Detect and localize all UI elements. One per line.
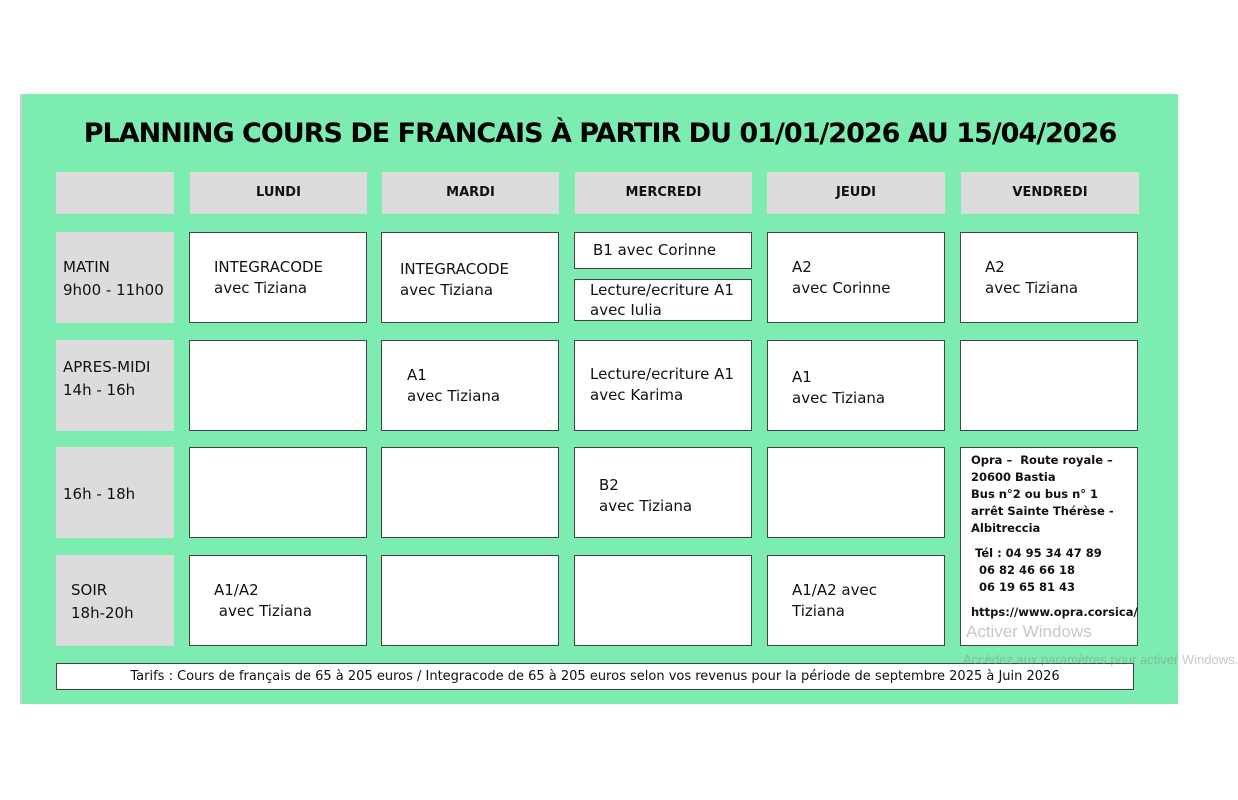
slot-16h-mercredi <box>574 447 752 538</box>
slot-16h-mardi <box>381 447 559 538</box>
info-line: arrêt Sainte Thérèse - <box>971 504 1114 518</box>
slot-matin-mercredi-2 <box>574 279 752 321</box>
slot-soir-lundi <box>189 555 367 646</box>
teacher: avec Tiziana <box>792 389 886 407</box>
row-label-title <box>63 471 174 483</box>
teacher: avec Tiziana <box>400 281 494 299</box>
day-header-mercredi: MERCREDI <box>575 172 752 214</box>
row-label-title: MATIN <box>63 258 110 276</box>
day-header-vendredi: VENDREDI <box>961 172 1139 214</box>
course-name: Lecture/ecriture A1 <box>590 281 734 299</box>
slot-soir-mardi <box>381 555 559 646</box>
slot-soir-jeudi <box>767 555 945 646</box>
teacher: avec Tiziana <box>214 279 308 297</box>
row-label-time: 9h00 - 11h00 <box>63 281 164 299</box>
slot-apresmidi-jeudi <box>767 340 945 431</box>
course-name: INTEGRACODE <box>214 258 324 276</box>
course-name: A1/A2 avec <box>792 581 877 599</box>
slot-matin-vendredi <box>960 232 1138 323</box>
row-label-apresmidi <box>56 340 174 431</box>
slot-apresmidi-mardi <box>381 340 559 431</box>
slot-16h-lundi <box>189 447 367 538</box>
slot-apresmidi-mercredi <box>574 340 752 431</box>
course-name: A2 <box>792 258 812 276</box>
info-line: 06 82 46 66 18 <box>971 563 1076 577</box>
day-header-lundi: LUNDI <box>190 172 367 214</box>
info-line: Bus n°2 ou bus n° 1 <box>971 487 1099 501</box>
row-label-time: 16h - 18h <box>63 485 136 503</box>
teacher: avec Corinne <box>792 279 891 297</box>
teacher: Tiziana <box>792 602 845 620</box>
teacher: avec Tiziana <box>985 279 1079 297</box>
slot-matin-mercredi-1 <box>574 232 752 269</box>
row-label-title: APRES-MIDI <box>63 358 151 376</box>
info-box <box>960 447 1138 646</box>
course-name: A1 <box>407 366 427 384</box>
teacher: avec Karima <box>590 386 684 404</box>
course-name: A1 <box>792 368 812 386</box>
info-line <box>971 596 1137 604</box>
course-name: INTEGRACODE <box>400 260 510 278</box>
info-line: Tél : 04 95 34 47 89 <box>971 546 1102 560</box>
corner-header <box>56 172 174 214</box>
info-lines <box>971 452 1137 621</box>
slot-apresmidi-lundi <box>189 340 367 431</box>
row-label-time: 18h-20h <box>71 604 134 622</box>
info-line: 06 19 65 81 43 <box>971 580 1076 594</box>
slot-matin-mardi <box>381 232 559 323</box>
teacher: avec Tiziana <box>407 387 501 405</box>
course-name: A1/A2 <box>214 581 259 599</box>
info-line: 20600 Bastia <box>971 470 1056 484</box>
row-label-matin <box>56 232 174 323</box>
row-label-title: SOIR <box>71 581 108 599</box>
slot-apresmidi-vendredi <box>960 340 1138 431</box>
teacher: avec Tiziana <box>214 602 312 620</box>
page-title: PLANNING COURS DE FRANCAIS À PARTIR DU 01/01/2026 AU 15/04/2026 <box>83 118 1117 149</box>
activation-watermark-title: Activer Windows <box>966 622 1092 641</box>
day-header-jeudi: JEUDI <box>767 172 945 214</box>
course-name: A2 <box>985 258 1005 276</box>
row-label-soir <box>56 555 174 646</box>
slot-soir-mercredi <box>574 555 752 646</box>
teacher: avec Iulia <box>590 301 662 319</box>
teacher: avec Tiziana <box>599 497 693 515</box>
tarifs-footer: Tarifs : Cours de français de 65 à 205 euros / Integracode de 65 à 205 euros selon vos revenus pour la période de septembre 2025 à Juin 2026 <box>56 663 1134 690</box>
course-name: B1 avec Corinne <box>593 241 717 259</box>
info-line <box>971 537 1137 545</box>
course-name: Lecture/ecriture A1 <box>590 365 734 383</box>
day-header-mardi: MARDI <box>382 172 559 214</box>
slot-16h-jeudi <box>767 447 945 538</box>
slot-matin-lundi <box>189 232 367 323</box>
activation-watermark-hint: Accédez aux paramètres pour activer Windows. <box>963 652 1238 667</box>
course-name: B2 <box>599 476 619 494</box>
info-line: Albitreccia <box>971 521 1041 535</box>
slot-matin-jeudi <box>767 232 945 323</box>
row-label-16h <box>56 447 174 538</box>
info-line: Opra – Route royale – <box>971 453 1113 467</box>
row-label-time: 14h - 16h <box>63 381 136 399</box>
website-link[interactable]: https://www.opra.corsica/ <box>971 605 1138 619</box>
